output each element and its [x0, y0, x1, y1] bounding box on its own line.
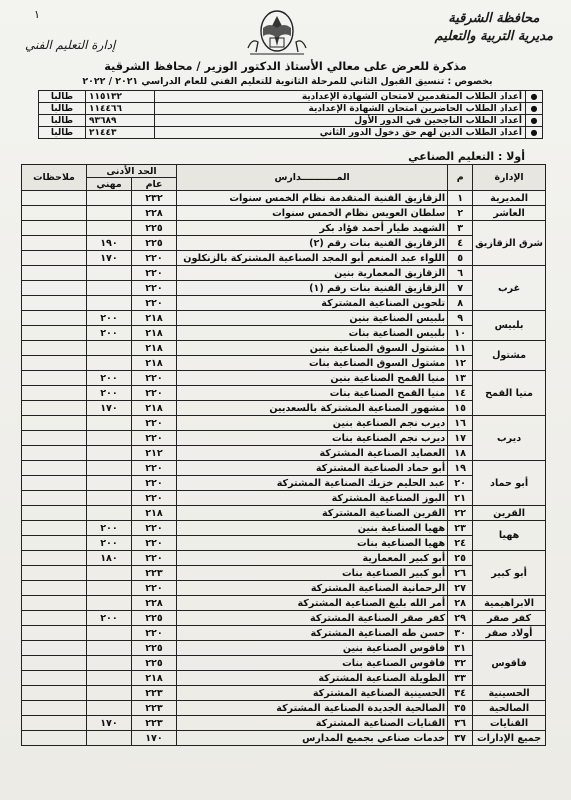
- cell-school: تلحوين الصناعية المشتركة: [177, 296, 448, 311]
- table-row: [22, 731, 546, 746]
- cell-general-min: ٢٢٠: [132, 296, 177, 311]
- cell-notes: [22, 701, 87, 716]
- cell-general-min: ٢٢٣: [132, 686, 177, 701]
- cell-notes: [22, 686, 87, 701]
- table-row: [22, 371, 546, 386]
- cell-vocational-min: [87, 281, 132, 296]
- memo-title: مذكرة للعرض على معالي الأستاذ الدكتور الوزير / محافظ الشرقية: [104, 60, 467, 73]
- cell-number: ١٠: [448, 326, 473, 341]
- cell-vocational-min: [87, 626, 132, 641]
- cell-general-min: ٢٢٨: [132, 596, 177, 611]
- cell-general-min: ٢١٨: [132, 341, 177, 356]
- cell-number: ٢١: [448, 491, 473, 506]
- cell-notes: [22, 371, 87, 386]
- cell-school: القنايات الصناعية المشتركة: [177, 716, 448, 731]
- cell-school: الرحمانية الصناعية المشتركة: [177, 581, 448, 596]
- cell-vocational-min: [87, 266, 132, 281]
- cell-school: ههيا الصناعية بنات: [177, 536, 448, 551]
- summary-unit: طالبا: [39, 127, 86, 139]
- cell-vocational-min: [87, 221, 132, 236]
- cell-vocational-min: ٢٠٠: [87, 386, 132, 401]
- cell-admin: العاشر: [473, 206, 546, 221]
- cell-general-min: ٢١٨: [132, 671, 177, 686]
- cell-school: البوز الصناعية المشتركة: [177, 491, 448, 506]
- summary-row: [39, 103, 543, 115]
- schools-table: [21, 164, 546, 746]
- cell-general-min: ٢٢٥: [132, 236, 177, 251]
- cell-admin: أبو حماد: [473, 461, 546, 506]
- cell-school: مشتول السوق الصناعية بنين: [177, 341, 448, 356]
- table-row: [22, 356, 546, 371]
- cell-admin: القنايات: [473, 716, 546, 731]
- cell-number: ٥: [448, 251, 473, 266]
- cell-notes: [22, 296, 87, 311]
- summary-value: ٢١٤٤٣: [86, 127, 155, 139]
- cell-number: ٣٣: [448, 671, 473, 686]
- cell-notes: [22, 206, 87, 221]
- cell-admin: جميع الإدارات: [473, 731, 546, 746]
- cell-notes: [22, 536, 87, 551]
- cell-school: فاقوس الصناعية بنين: [177, 641, 448, 656]
- cell-admin: فاقوس: [473, 641, 546, 686]
- cell-general-min: ٢٢٠: [132, 551, 177, 566]
- page-number: ١: [34, 8, 40, 21]
- governorate-name: محافظة الشرقية: [448, 11, 540, 26]
- cell-number: ١٨: [448, 446, 473, 461]
- cell-school: خدمات صناعي بجميع المدارس: [177, 731, 448, 746]
- header-vocational: مهني: [87, 178, 132, 191]
- cell-vocational-min: [87, 461, 132, 476]
- cell-number: ١٩: [448, 461, 473, 476]
- cell-school: الطويلة الصناعية المشتركة: [177, 671, 448, 686]
- cell-general-min: ٢٣٢: [132, 191, 177, 206]
- table-row: [22, 191, 546, 206]
- cell-notes: [22, 326, 87, 341]
- cell-admin: أبو كبير: [473, 551, 546, 596]
- cell-notes: [22, 461, 87, 476]
- cell-number: ٢٧: [448, 581, 473, 596]
- cell-school: الزقازيق الفنية بنات رقم (٢): [177, 236, 448, 251]
- cell-admin: أولاد صقر: [473, 626, 546, 641]
- table-row: [22, 446, 546, 461]
- cell-general-min: ٢٢٠: [132, 281, 177, 296]
- cell-vocational-min: [87, 431, 132, 446]
- cell-school: القرين الصناعية المشتركة: [177, 506, 448, 521]
- cell-vocational-min: [87, 731, 132, 746]
- cell-notes: [22, 626, 87, 641]
- cell-number: ١٧: [448, 431, 473, 446]
- header-min-score: الحد الأدنى: [87, 165, 177, 178]
- cell-general-min: ٢٢٠: [132, 626, 177, 641]
- summary-unit: طالبا: [39, 115, 86, 127]
- cell-admin: بلبيس: [473, 311, 546, 341]
- cell-notes: [22, 731, 87, 746]
- cell-notes: [22, 311, 87, 326]
- cell-school: كفر صقر الصناعية المشتركة: [177, 611, 448, 626]
- table-row: [22, 551, 546, 566]
- cell-notes: [22, 266, 87, 281]
- cell-admin: منيا القمح: [473, 371, 546, 416]
- cell-vocational-min: [87, 191, 132, 206]
- cell-school: مشتول السوق الصناعية بنات: [177, 356, 448, 371]
- cell-vocational-min: [87, 491, 132, 506]
- cell-notes: [22, 716, 87, 731]
- cell-notes: [22, 236, 87, 251]
- cell-school: العصايد الصناعية المشتركة: [177, 446, 448, 461]
- header-number: م: [448, 165, 473, 191]
- table-row: [22, 506, 546, 521]
- summary-label: أعداد الطلاب المتقدمين لامتحان الشهادة الإعدادية: [155, 91, 526, 103]
- table-row: [22, 326, 546, 341]
- cell-general-min: ٢١٨: [132, 356, 177, 371]
- cell-vocational-min: [87, 641, 132, 656]
- table-row: [22, 266, 546, 281]
- cell-number: ١٤: [448, 386, 473, 401]
- table-header-row: [22, 165, 546, 178]
- cell-school: أبو حماد الصناعية المشتركة: [177, 461, 448, 476]
- cell-general-min: ٢١٨: [132, 311, 177, 326]
- table-row: [22, 521, 546, 536]
- cell-vocational-min: [87, 506, 132, 521]
- cell-general-min: ٢١٨: [132, 326, 177, 341]
- cell-vocational-min: ١٧٠: [87, 401, 132, 416]
- cell-general-min: ٢٢٠: [132, 386, 177, 401]
- cell-general-min: ٢١٨: [132, 506, 177, 521]
- cell-notes: [22, 566, 87, 581]
- table-row: [22, 656, 546, 671]
- table-row: [22, 461, 546, 476]
- cell-vocational-min: ٢٠٠: [87, 521, 132, 536]
- summary-unit: طالبا: [39, 91, 86, 103]
- cell-notes: [22, 521, 87, 536]
- cell-vocational-min: ٢٠٠: [87, 326, 132, 341]
- summary-label: أعداد الطلاب الناجحين في الدور الأول: [155, 115, 526, 127]
- cell-general-min: ٢٢٠: [132, 416, 177, 431]
- directorate-name: مديرية التربية والتعليم: [434, 29, 553, 44]
- table-row: [22, 236, 546, 251]
- cell-notes: [22, 611, 87, 626]
- cell-notes: [22, 386, 87, 401]
- cell-school: الحسينية الصناعية المشتركة: [177, 686, 448, 701]
- table-row: [22, 431, 546, 446]
- memo-subject: بخصوص : تنسيق القبول الثاني للمرحلة الثانوية للتعليم الفني للعام الدراسي ٢٠٢١ / ٢٠٢٢: [82, 76, 493, 87]
- cell-notes: [22, 641, 87, 656]
- cell-admin: ديرب: [473, 416, 546, 461]
- cell-number: ٢٠: [448, 476, 473, 491]
- cell-admin: المديرية: [473, 191, 546, 206]
- cell-general-min: ٢٢٥: [132, 641, 177, 656]
- cell-admin: ههيا: [473, 521, 546, 551]
- cell-general-min: ٢٢٠: [132, 581, 177, 596]
- summary-value: ٩٣٦٨٩: [86, 115, 155, 127]
- cell-number: ٧: [448, 281, 473, 296]
- cell-general-min: ٢٢٠: [132, 251, 177, 266]
- table-body: [22, 191, 546, 746]
- cell-general-min: ٢١٨: [132, 401, 177, 416]
- cell-vocational-min: ١٧٠: [87, 251, 132, 266]
- table-row: [22, 221, 546, 236]
- cell-general-min: ٢٢٣: [132, 566, 177, 581]
- cell-vocational-min: [87, 446, 132, 461]
- cell-general-min: ١٧٠: [132, 731, 177, 746]
- cell-admin: الابراهيمية: [473, 596, 546, 611]
- cell-notes: [22, 401, 87, 416]
- cell-notes: [22, 656, 87, 671]
- cell-school: مشهور الصناعية المشتركة بالسعديين: [177, 401, 448, 416]
- cell-vocational-min: [87, 701, 132, 716]
- cell-number: ٢٩: [448, 611, 473, 626]
- cell-notes: [22, 356, 87, 371]
- cell-number: ٣٤: [448, 686, 473, 701]
- cell-admin: القرين: [473, 506, 546, 521]
- cell-number: ١٦: [448, 416, 473, 431]
- cell-general-min: ٢٢٥: [132, 221, 177, 236]
- table-row: [22, 281, 546, 296]
- table-row: [22, 716, 546, 731]
- summary-row: [39, 115, 543, 127]
- cell-general-min: ٢٢٠: [132, 536, 177, 551]
- cell-vocational-min: [87, 581, 132, 596]
- header-general: عام: [132, 178, 177, 191]
- cell-admin: غرب: [473, 266, 546, 311]
- cell-notes: [22, 491, 87, 506]
- summary-unit: طالبا: [39, 103, 86, 115]
- eagle-emblem-icon: [246, 8, 308, 58]
- summary-table: [38, 90, 543, 139]
- cell-number: ٢٤: [448, 536, 473, 551]
- department-name: إدارة التعليم الفني: [25, 38, 116, 52]
- cell-general-min: ٢٢٠: [132, 431, 177, 446]
- cell-number: ٢٦: [448, 566, 473, 581]
- table-row: [22, 386, 546, 401]
- table-row: [22, 491, 546, 506]
- table-row: [22, 206, 546, 221]
- bullet-icon: ●: [526, 115, 543, 127]
- table-row: [22, 311, 546, 326]
- cell-school: أمر الله بليغ الصناعية المشتركة: [177, 596, 448, 611]
- cell-general-min: ٢٢٨: [132, 206, 177, 221]
- bullet-icon: ●: [526, 103, 543, 115]
- table-row: [22, 611, 546, 626]
- bullet-icon: ●: [526, 91, 543, 103]
- table-row: [22, 671, 546, 686]
- header-schools: المـــــــــــدارس: [177, 165, 448, 191]
- cell-vocational-min: [87, 416, 132, 431]
- cell-admin: الصالحية: [473, 701, 546, 716]
- cell-number: ٨: [448, 296, 473, 311]
- cell-number: ٢٥: [448, 551, 473, 566]
- cell-vocational-min: [87, 566, 132, 581]
- summary-label: أعداد الطلاب الحاضرين امتحان الشهادة الإعدادية: [155, 103, 526, 115]
- cell-number: ٢٣: [448, 521, 473, 536]
- cell-vocational-min: ٢٠٠: [87, 536, 132, 551]
- cell-notes: [22, 476, 87, 491]
- cell-vocational-min: [87, 341, 132, 356]
- cell-number: ٣٢: [448, 656, 473, 671]
- cell-school: بلبيس الصناعية بنين: [177, 311, 448, 326]
- cell-number: ١: [448, 191, 473, 206]
- cell-vocational-min: [87, 656, 132, 671]
- table-row: [22, 476, 546, 491]
- cell-number: ١٣: [448, 371, 473, 386]
- cell-number: ٣٥: [448, 701, 473, 716]
- cell-school: فاقوس الصناعية بنات: [177, 656, 448, 671]
- table-row: [22, 701, 546, 716]
- summary-value: ١١٤٤٦٦: [86, 103, 155, 115]
- cell-school: أبو كبير الصناعية بنات: [177, 566, 448, 581]
- cell-notes: [22, 221, 87, 236]
- cell-notes: [22, 191, 87, 206]
- summary-value: ١١٥١٣٢: [86, 91, 155, 103]
- cell-school: ههيا الصناعية بنين: [177, 521, 448, 536]
- table-row: [22, 686, 546, 701]
- cell-notes: [22, 581, 87, 596]
- letterhead-right: [435, 10, 553, 46]
- section-title: أولا : التعليم الصناعي: [408, 150, 525, 163]
- cell-number: ٣: [448, 221, 473, 236]
- header-admin: الإدارة: [473, 165, 546, 191]
- cell-school: سلطان العويس نظام الخمس سنوات: [177, 206, 448, 221]
- cell-vocational-min: [87, 476, 132, 491]
- cell-admin: الحسينية: [473, 686, 546, 701]
- summary-row: [39, 127, 543, 139]
- cell-vocational-min: [87, 206, 132, 221]
- cell-vocational-min: ٢٠٠: [87, 311, 132, 326]
- cell-number: ٢٢: [448, 506, 473, 521]
- cell-school: الصالحية الجديدة الصناعية المشتركة: [177, 701, 448, 716]
- cell-number: ٢٨: [448, 596, 473, 611]
- cell-vocational-min: [87, 596, 132, 611]
- cell-general-min: ٢٢٠: [132, 461, 177, 476]
- cell-school: ديرب نجم الصناعية بنات: [177, 431, 448, 446]
- table-row: [22, 251, 546, 266]
- cell-vocational-min: ١٨٠: [87, 551, 132, 566]
- table-row: [22, 536, 546, 551]
- cell-number: ١١: [448, 341, 473, 356]
- cell-school: الزقازيق المعمارية بنين: [177, 266, 448, 281]
- cell-notes: [22, 596, 87, 611]
- summary-label: أعداد الطلاب الذين لهم حق دخول الدور الثاني: [155, 127, 526, 139]
- cell-admin: كفر صقر: [473, 611, 546, 626]
- cell-notes: [22, 341, 87, 356]
- table-row: [22, 401, 546, 416]
- cell-school: حسن طه الصناعية المشتركة: [177, 626, 448, 641]
- cell-vocational-min: ٢٠٠: [87, 371, 132, 386]
- cell-notes: [22, 281, 87, 296]
- cell-admin: شرق الزقازيق: [473, 221, 546, 266]
- cell-vocational-min: [87, 686, 132, 701]
- table-row: [22, 626, 546, 641]
- cell-number: ١٥: [448, 401, 473, 416]
- cell-general-min: ٢٢٥: [132, 611, 177, 626]
- table-row: [22, 566, 546, 581]
- summary-row: [39, 91, 543, 103]
- cell-school: أبو كبير المعمارية: [177, 551, 448, 566]
- cell-number: ٤: [448, 236, 473, 251]
- cell-general-min: ٢٢٣: [132, 716, 177, 731]
- cell-school: الزقازيق الفنية المتقدمة نظام الخمس سنوات: [177, 191, 448, 206]
- cell-vocational-min: ١٩٠: [87, 236, 132, 251]
- table-row: [22, 416, 546, 431]
- cell-general-min: ٢٢٠: [132, 371, 177, 386]
- cell-notes: [22, 416, 87, 431]
- cell-general-min: ٢٢٠: [132, 521, 177, 536]
- cell-school: منيا القمح الصناعية بنين: [177, 371, 448, 386]
- table-row: [22, 296, 546, 311]
- cell-number: ٣٧: [448, 731, 473, 746]
- cell-vocational-min: ٢٠٠: [87, 611, 132, 626]
- cell-vocational-min: [87, 671, 132, 686]
- cell-school: اللواء عبد المنعم أبو المجد الصناعية المشتركة بالزنكلون: [177, 251, 448, 266]
- table-row: [22, 581, 546, 596]
- cell-school: بلبيس الصناعية بنات: [177, 326, 448, 341]
- table-row: [22, 341, 546, 356]
- cell-notes: [22, 251, 87, 266]
- table-row: [22, 596, 546, 611]
- cell-number: ٩: [448, 311, 473, 326]
- cell-notes: [22, 506, 87, 521]
- cell-admin: مشتول: [473, 341, 546, 371]
- table-row: [22, 641, 546, 656]
- cell-general-min: ٢٢٣: [132, 701, 177, 716]
- cell-school: الشهيد طيار أحمد فؤاد بكر: [177, 221, 448, 236]
- cell-number: ٢: [448, 206, 473, 221]
- cell-general-min: ٢٢٠: [132, 476, 177, 491]
- cell-vocational-min: [87, 356, 132, 371]
- cell-vocational-min: ١٧٠: [87, 716, 132, 731]
- cell-number: ٣٦: [448, 716, 473, 731]
- cell-school: عبد الحليم خزيك الصناعية المشتركة: [177, 476, 448, 491]
- cell-school: الزقازيق الفنية بنات رقم (١): [177, 281, 448, 296]
- cell-number: ٣١: [448, 641, 473, 656]
- cell-general-min: ٢١٢: [132, 446, 177, 461]
- cell-number: ٦: [448, 266, 473, 281]
- cell-notes: [22, 446, 87, 461]
- cell-school: منيا القمح الصناعية بنات: [177, 386, 448, 401]
- cell-general-min: ٢٢٥: [132, 656, 177, 671]
- cell-notes: [22, 671, 87, 686]
- cell-number: ٣٠: [448, 626, 473, 641]
- cell-notes: [22, 431, 87, 446]
- cell-number: ١٢: [448, 356, 473, 371]
- cell-general-min: ٢٢٠: [132, 491, 177, 506]
- cell-vocational-min: [87, 296, 132, 311]
- cell-general-min: ٢٢٠: [132, 266, 177, 281]
- header-notes: ملاحظات: [22, 165, 87, 191]
- bullet-icon: ●: [526, 127, 543, 139]
- cell-notes: [22, 551, 87, 566]
- cell-school: ديرب نجم الصناعية بنين: [177, 416, 448, 431]
